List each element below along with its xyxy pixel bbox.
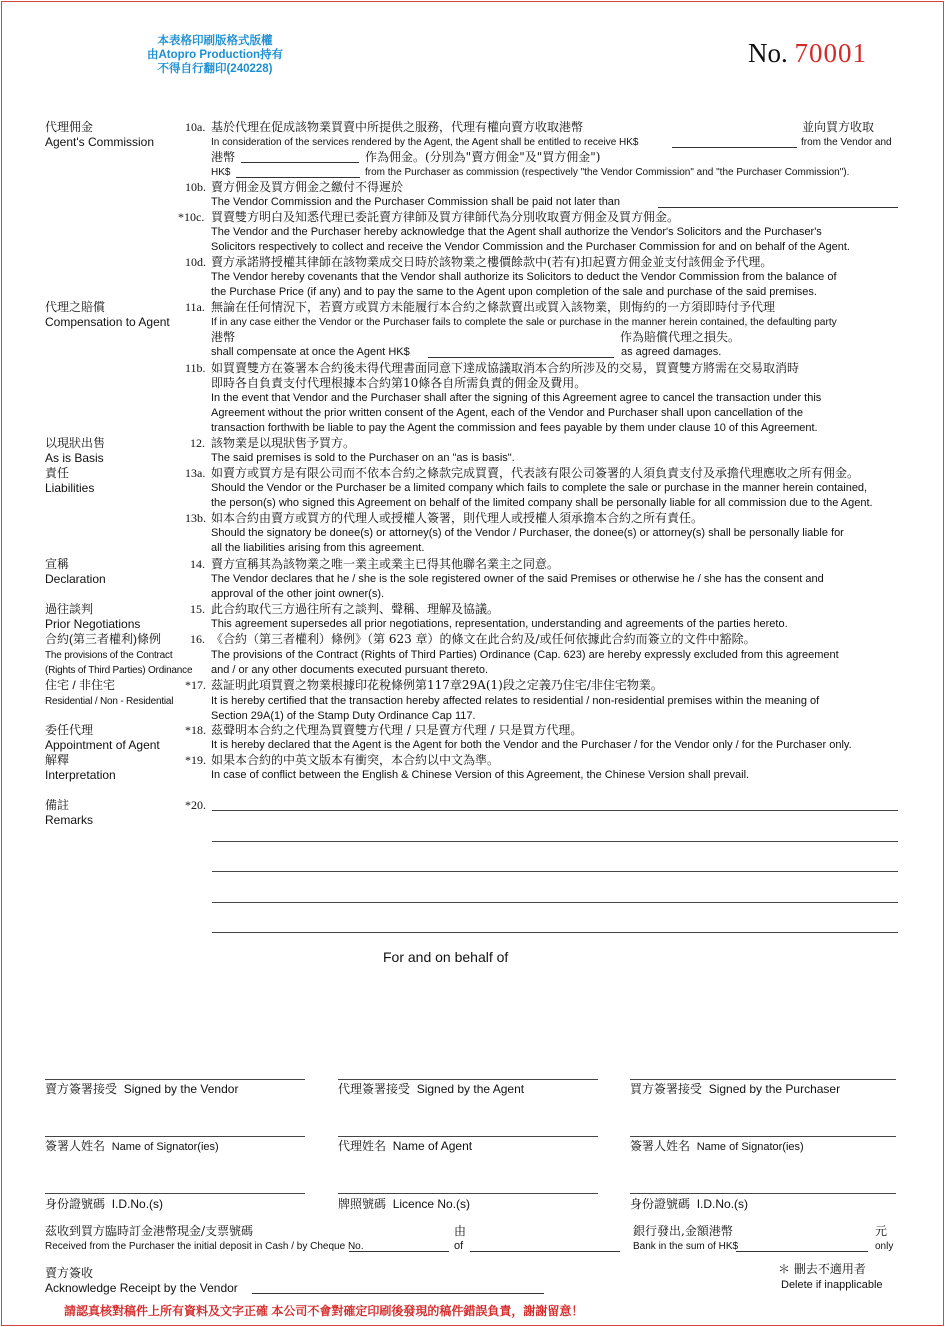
clause-11a-en-3a: shall compensate at once the Agent HK$ [211, 346, 410, 358]
clause-number: 16. [190, 632, 205, 646]
agent-licence-line[interactable] [338, 1193, 598, 1194]
clause-10d-zh: 賣方承諾將授權其律師在該物業成交日時於該物業之樓價餘款中(若有)扣起賣方佣金並支付該佣金予代理。 [211, 255, 773, 269]
label-liabilities-zh: 責任 [45, 466, 70, 480]
clause-number: 13a. [185, 466, 206, 480]
commission-due-date-field[interactable] [658, 207, 898, 208]
clause-16-zh: 《合約（第三者權利）條例》（第 623 章）的條文在此合約及/或任何依據此合約而簽立的文件中豁除。 [211, 632, 756, 646]
clause-11a-zh-2a: 港幣 [211, 330, 236, 344]
clause-13a-en-2: the person(s) who signed this Agreement on behalf of the limited company shall be personally liable for all commission due to the Agent. [211, 497, 873, 509]
copyright-line-3: 不得自行翻印(240228) [157, 63, 273, 75]
agent-name-label-en: Name of Agent [392, 1139, 473, 1153]
proofreading-warning: 請認真核對稿件上所有資料及文字正確 本公司不會對確定印刷後發現的稿件錯誤負責，謝謝留意！ [64, 1304, 584, 1318]
remarks-line-5[interactable] [212, 932, 898, 933]
label-compensation-en: Compensation to Agent [45, 315, 170, 329]
label-appointment-en: Appointment of Agent [45, 738, 160, 752]
clause-14-en-1: The Vendor declares that he / she is the sole registered owner of the said Premises or otherwise he / she has the consent and [211, 573, 824, 585]
label-prior-zh: 過往談判 [45, 602, 94, 616]
clause-10b-zh: 賣方佣金及買方佣金之繳付不得遲於 [211, 180, 404, 194]
clause-10a-zh-1: 基於代理在促成該物業買賣中所提供之服務，代理有權向賣方收取港幣 [211, 120, 584, 134]
label-residential-zh: 住宅 / 非住宅 [45, 678, 116, 692]
clause-10d-en-2: the Purchase Price (if any) and to pay the same to the Agent upon completion of the sale and purchase of the said premises. [211, 286, 817, 298]
clause-11b-zh-2: 即時各自負責支付代理根據本合約第10條各自所需負責的佣金及費用。 [211, 376, 587, 390]
vendor-id-label-en: I.D.No.(s) [111, 1197, 164, 1211]
agent-signature-label-en: Signed by the Agent [416, 1082, 525, 1096]
deposit-of-label-en: of [454, 1240, 464, 1252]
clause-14-zh: 賣方宣稱其為該物業之唯一業主或業主已得其他聯名業主之同意。 [211, 557, 560, 571]
acknowledge-label-en: Acknowledge Receipt by the Vendor [45, 1281, 238, 1295]
clause-10c-en-1: The Vendor and the Purchaser hereby acknowledge that the Agent shall authorize the Vendor's Solicitors and the Purchaser's [211, 226, 822, 238]
vendor-signature-label-zh: 賣方簽署接受 [45, 1082, 118, 1096]
clause-19-zh: 如果本合約的中英文版本有衝突，本合約以中文為準。 [211, 753, 500, 767]
purchaser-signature-label-zh: 買方簽署接受 [630, 1082, 703, 1096]
agent-name-label-zh: 代理姓名 [338, 1139, 387, 1153]
clause-number: *20. [185, 798, 206, 812]
clause-number: 10b. [185, 180, 206, 194]
purchaser-signator-name-label-en: Name of Signator(ies) [696, 1141, 804, 1153]
label-prior-en: Prior Negotiations [45, 617, 141, 631]
label-remarks-en: Remarks [45, 813, 94, 827]
clause-number: *18. [185, 723, 206, 737]
only-label-en: only [875, 1241, 894, 1252]
label-declaration-zh: 宣稱 [45, 557, 70, 571]
label-compensation-zh: 代理之賠償 [45, 300, 106, 314]
remarks-line-2[interactable] [212, 841, 898, 842]
delete-note-en: Delete if inapplicable [781, 1279, 883, 1291]
vendor-signature-label-en: Signed by the Vendor [123, 1082, 239, 1096]
label-third-party-zh: 合約(第三者權利)條例 [45, 632, 161, 646]
clause-10b-en: The Vendor Commission and the Purchaser Commission shall be paid not later than [211, 196, 621, 208]
clause-13b-en-2: all the liabilities arising from this agreement. [211, 542, 425, 554]
clause-number: *17. [185, 678, 206, 692]
purchaser-signature-label [630, 1080, 840, 1097]
vendor-id-label-zh: 身份證號碼 [45, 1197, 106, 1211]
clause-11a-zh-2b: 作為賠償代理之損失。 [620, 330, 741, 344]
purchaser-id-label-zh: 身份證號碼 [630, 1197, 691, 1211]
document-number [748, 38, 867, 69]
clause-10a-en-3a: HK$ [211, 167, 231, 178]
clause-14-en-2: approval of the other joint owner(s). [211, 588, 385, 600]
clause-18-en: It is hereby declared that the Agent is the Agent for both the Vendor and the Purchaser / for the Vendor only / for the Purchaser only. [211, 739, 852, 751]
purchaser-signator-name-label-zh: 簽署人姓名 [630, 1139, 691, 1153]
vendor-id-label [45, 1195, 163, 1212]
clause-10a-en-1b: from the Vendor and [801, 137, 892, 148]
clause-11b-zh-1: 如買賣雙方在簽署本合約後未得代理書面同意下達成協議取消本合約所涉及的交易，買賣雙方將需在交易取消時 [211, 361, 800, 375]
label-interpretation-en: Interpretation [45, 768, 116, 782]
clause-12-en: The said premises is sold to the Purchaser on an "as is basis". [211, 452, 515, 464]
clause-13b-en-1: Should the signatory be donee(s) or attorney(s) of the Vendor / Purchaser, the donee(s) or attorney(s) shall be personally liable for [211, 527, 844, 539]
copyright-line-1: 本表格印刷版格式版權 [157, 35, 273, 47]
clause-13b-zh: 如本合約由賣方或買方的代理人或授權人簽署，則代理人或授權人須承擔本合約之所有責任。 [211, 511, 704, 525]
label-appointment-zh: 委任代理 [45, 723, 94, 737]
clause-18-zh: 茲聲明本合約之代理為買賣雙方代理 / 只是賣方代理 / 只是買方代理。 [211, 723, 583, 737]
clause-number: 12. [190, 436, 205, 450]
agent-signature-label-zh: 代理簽署接受 [338, 1082, 411, 1096]
clause-10d-en-1: The Vendor hereby covenants that the Vendor shall authorize its Solicitors to deduct the Vendor Commission from the balance of [211, 271, 837, 283]
label-commission-zh: 代理佣金 [45, 120, 94, 134]
purchaser-signator-name-label [630, 1137, 804, 1154]
agent-signature-label [338, 1080, 524, 1097]
acknowledge-label-zh: 賣方簽收 [45, 1266, 94, 1280]
agent-licence-label-en: Licence No.(s) [392, 1197, 471, 1211]
label-residential-en: Residential / Non - Residential [45, 696, 174, 707]
clause-13a-en-1: Should the Vendor or the Purchaser be a limited company which fails to complete the sale or purchase in the manner herein contained, [211, 482, 868, 494]
clause-number: 15. [190, 602, 205, 616]
purchaser-commission-zh-field[interactable] [241, 162, 359, 163]
clause-11b-en-2: Agreement without the prior written consent of the Agent, each of the Vendor and Purchaser shall upon cancellation of the [211, 407, 803, 419]
label-declaration-en: Declaration [45, 572, 106, 586]
document-number-prefix: No. [748, 38, 788, 68]
clause-16-en-1: The provisions of the Contract (Rights of Third Parties) Ordinance (Cap. 623) are hereby expressly excluded from this agreement [211, 649, 839, 661]
purchaser-id-line[interactable] [630, 1193, 896, 1194]
clause-number: *10c. [178, 210, 205, 224]
deposit-amount-field[interactable] [736, 1251, 868, 1252]
clause-10a-zh-2b: 作為佣金。(分別為"賣方佣金"及"買方佣金") [365, 150, 601, 164]
purchaser-signature-label-en: Signed by the Purchaser [708, 1082, 841, 1096]
clause-16-en-2: and / or any other documents executed pursuant thereto. [211, 664, 489, 676]
clause-11b-en-3: transaction forthwith be liable to pay the Agent the commission and fees payable by them under clause 10 of this Agreement. [211, 422, 818, 434]
only-label-zh: 元 [875, 1224, 888, 1238]
vendor-signator-name-label-zh: 簽署人姓名 [45, 1139, 106, 1153]
vendor-signator-name-label [45, 1137, 219, 1154]
clause-number: 13b. [185, 511, 206, 525]
clause-12-zh: 該物業是以現狀售予買方。 [211, 436, 356, 450]
vendor-receipt-signature-field[interactable] [252, 1293, 544, 1294]
clause-number: 10a. [185, 120, 206, 134]
clause-10a-en-3b: from the Purchaser as commission (respectively "the Vendor Commission" and "the Purchaser Commission"). [365, 167, 850, 178]
label-third-party-en-1: The provisions of the Contract [45, 650, 173, 661]
clause-10a-en-1: In consideration of the services rendered by the Agent, the Agent shall be entitled to receive HK$ [211, 137, 639, 148]
copyright-line-2: 由Atopro Production持有 [146, 49, 284, 61]
deposit-received-label-en: Received from the Purchaser the initial deposit in Cash / by Cheque No. [45, 1241, 364, 1252]
document-number-value: 70001 [794, 38, 867, 68]
label-asis-zh: 以現狀出售 [45, 436, 106, 450]
purchaser-id-label [630, 1195, 748, 1212]
clause-15-en: This agreement supersedes all prior negotiations, representation, understanding and agreements of the parties hereto. [211, 618, 788, 630]
bank-label-en: Bank in the sum of HK$ [633, 1241, 739, 1252]
purchaser-id-label-en: I.D.No.(s) [696, 1197, 749, 1211]
clause-number: 11b. [185, 361, 206, 375]
clause-11b-en-1: In the event that Vendor and the Purchaser shall after the signing of this Agreement agree to cancel the transaction under this [211, 392, 822, 404]
clause-11a-zh-1: 無論在任何情況下，若賣方或買方未能履行本合約之條款賣出或買入該物業，則悔約的一方須即時付予代理 [211, 300, 776, 314]
clause-10a-zh-2a: 港幣 [211, 150, 236, 164]
label-remarks-zh: 備註 [45, 798, 70, 812]
purchaser-commission-amount-field[interactable] [236, 177, 360, 178]
clause-number: *19. [185, 753, 206, 767]
drawer-field[interactable] [470, 1251, 620, 1252]
clause-19-en: In case of conflict between the English & Chinese Version of this Agreement, the Chinese Version shall prevail. [211, 769, 750, 781]
label-commission-en: Agent's Commission [45, 135, 154, 149]
for-and-on-behalf-of: For and on behalf of [383, 949, 509, 965]
remarks-line-4[interactable] [212, 902, 898, 903]
clause-11a-en-3b: as agreed damages. [621, 346, 722, 358]
clause-13a-zh: 如賣方或買方是有限公司而不依本合約之條款完成買賣，代表該有限公司簽署的人須負責支付及承擔代理應收之所有佣金。 [211, 466, 860, 480]
delete-note-zh: ＊ 刪去不適用者 [778, 1262, 866, 1276]
clause-number: 10d. [185, 255, 206, 269]
remarks-line-1[interactable] [212, 810, 898, 811]
vendor-commission-amount-field[interactable] [672, 147, 797, 148]
clause-17-en-1: It is hereby certified that the transaction hereby affected relates to residential / non-residential premises within the meaning of [211, 695, 820, 707]
deposit-received-label-zh: 茲收到買方臨時訂金港幣現金/支票號碼 [45, 1224, 254, 1238]
bank-label-zh: 銀行發出,金額港幣 [633, 1224, 733, 1238]
agent-name-label [338, 1137, 472, 1154]
vendor-signature-label [45, 1080, 238, 1097]
cheque-number-field[interactable] [349, 1251, 449, 1252]
clause-11a-en-1: If in any case either the Vendor or the Purchaser fails to complete the sale or purchase in the manner herein contained, the defaulting party [211, 317, 837, 328]
deposit-of-label-zh: 由 [454, 1224, 467, 1238]
label-interpretation-zh: 解釋 [45, 753, 70, 767]
label-third-party-en-2: (Rights of Third Parties) Ordinance [45, 665, 193, 676]
clause-number: 14. [190, 557, 205, 571]
copyright-notice [120, 34, 310, 76]
label-asis-en: As is Basis [45, 451, 104, 465]
clause-17-zh: 茲証明此項買賣之物業根據印花稅條例第117章29A(1)段之定義乃住宅/非住宅物業。 [211, 678, 663, 692]
clause-10c-en-2: Solicitors respectively to collect and receive the Vendor Commission and the Purchaser Commission for and on behalf of the Agent. [211, 241, 850, 253]
clause-10a-zh-1b: 並向買方收取 [802, 120, 875, 134]
clause-15-zh: 此合約取代三方過往所有之談判、聲稱、理解及協議。 [211, 602, 500, 616]
remarks-line-3[interactable] [212, 871, 898, 872]
clause-10c-zh: 買賣雙方明白及知悉代理已委託賣方律師及買方律師代為分別收取賣方佣金及買方佣金。 [211, 210, 680, 224]
agent-licence-label-zh: 牌照號碼 [338, 1197, 387, 1211]
agent-licence-label [338, 1195, 470, 1212]
compensation-amount-field[interactable] [428, 357, 614, 358]
vendor-signator-name-label-en: Name of Signator(ies) [111, 1141, 219, 1153]
clause-17-en-2: Section 29A(1) of the Stamp Duty Ordinance Cap 117. [211, 710, 476, 722]
label-liabilities-en: Liabilities [45, 481, 95, 495]
clause-number: 11a. [185, 300, 205, 314]
vendor-id-line[interactable] [45, 1193, 305, 1194]
